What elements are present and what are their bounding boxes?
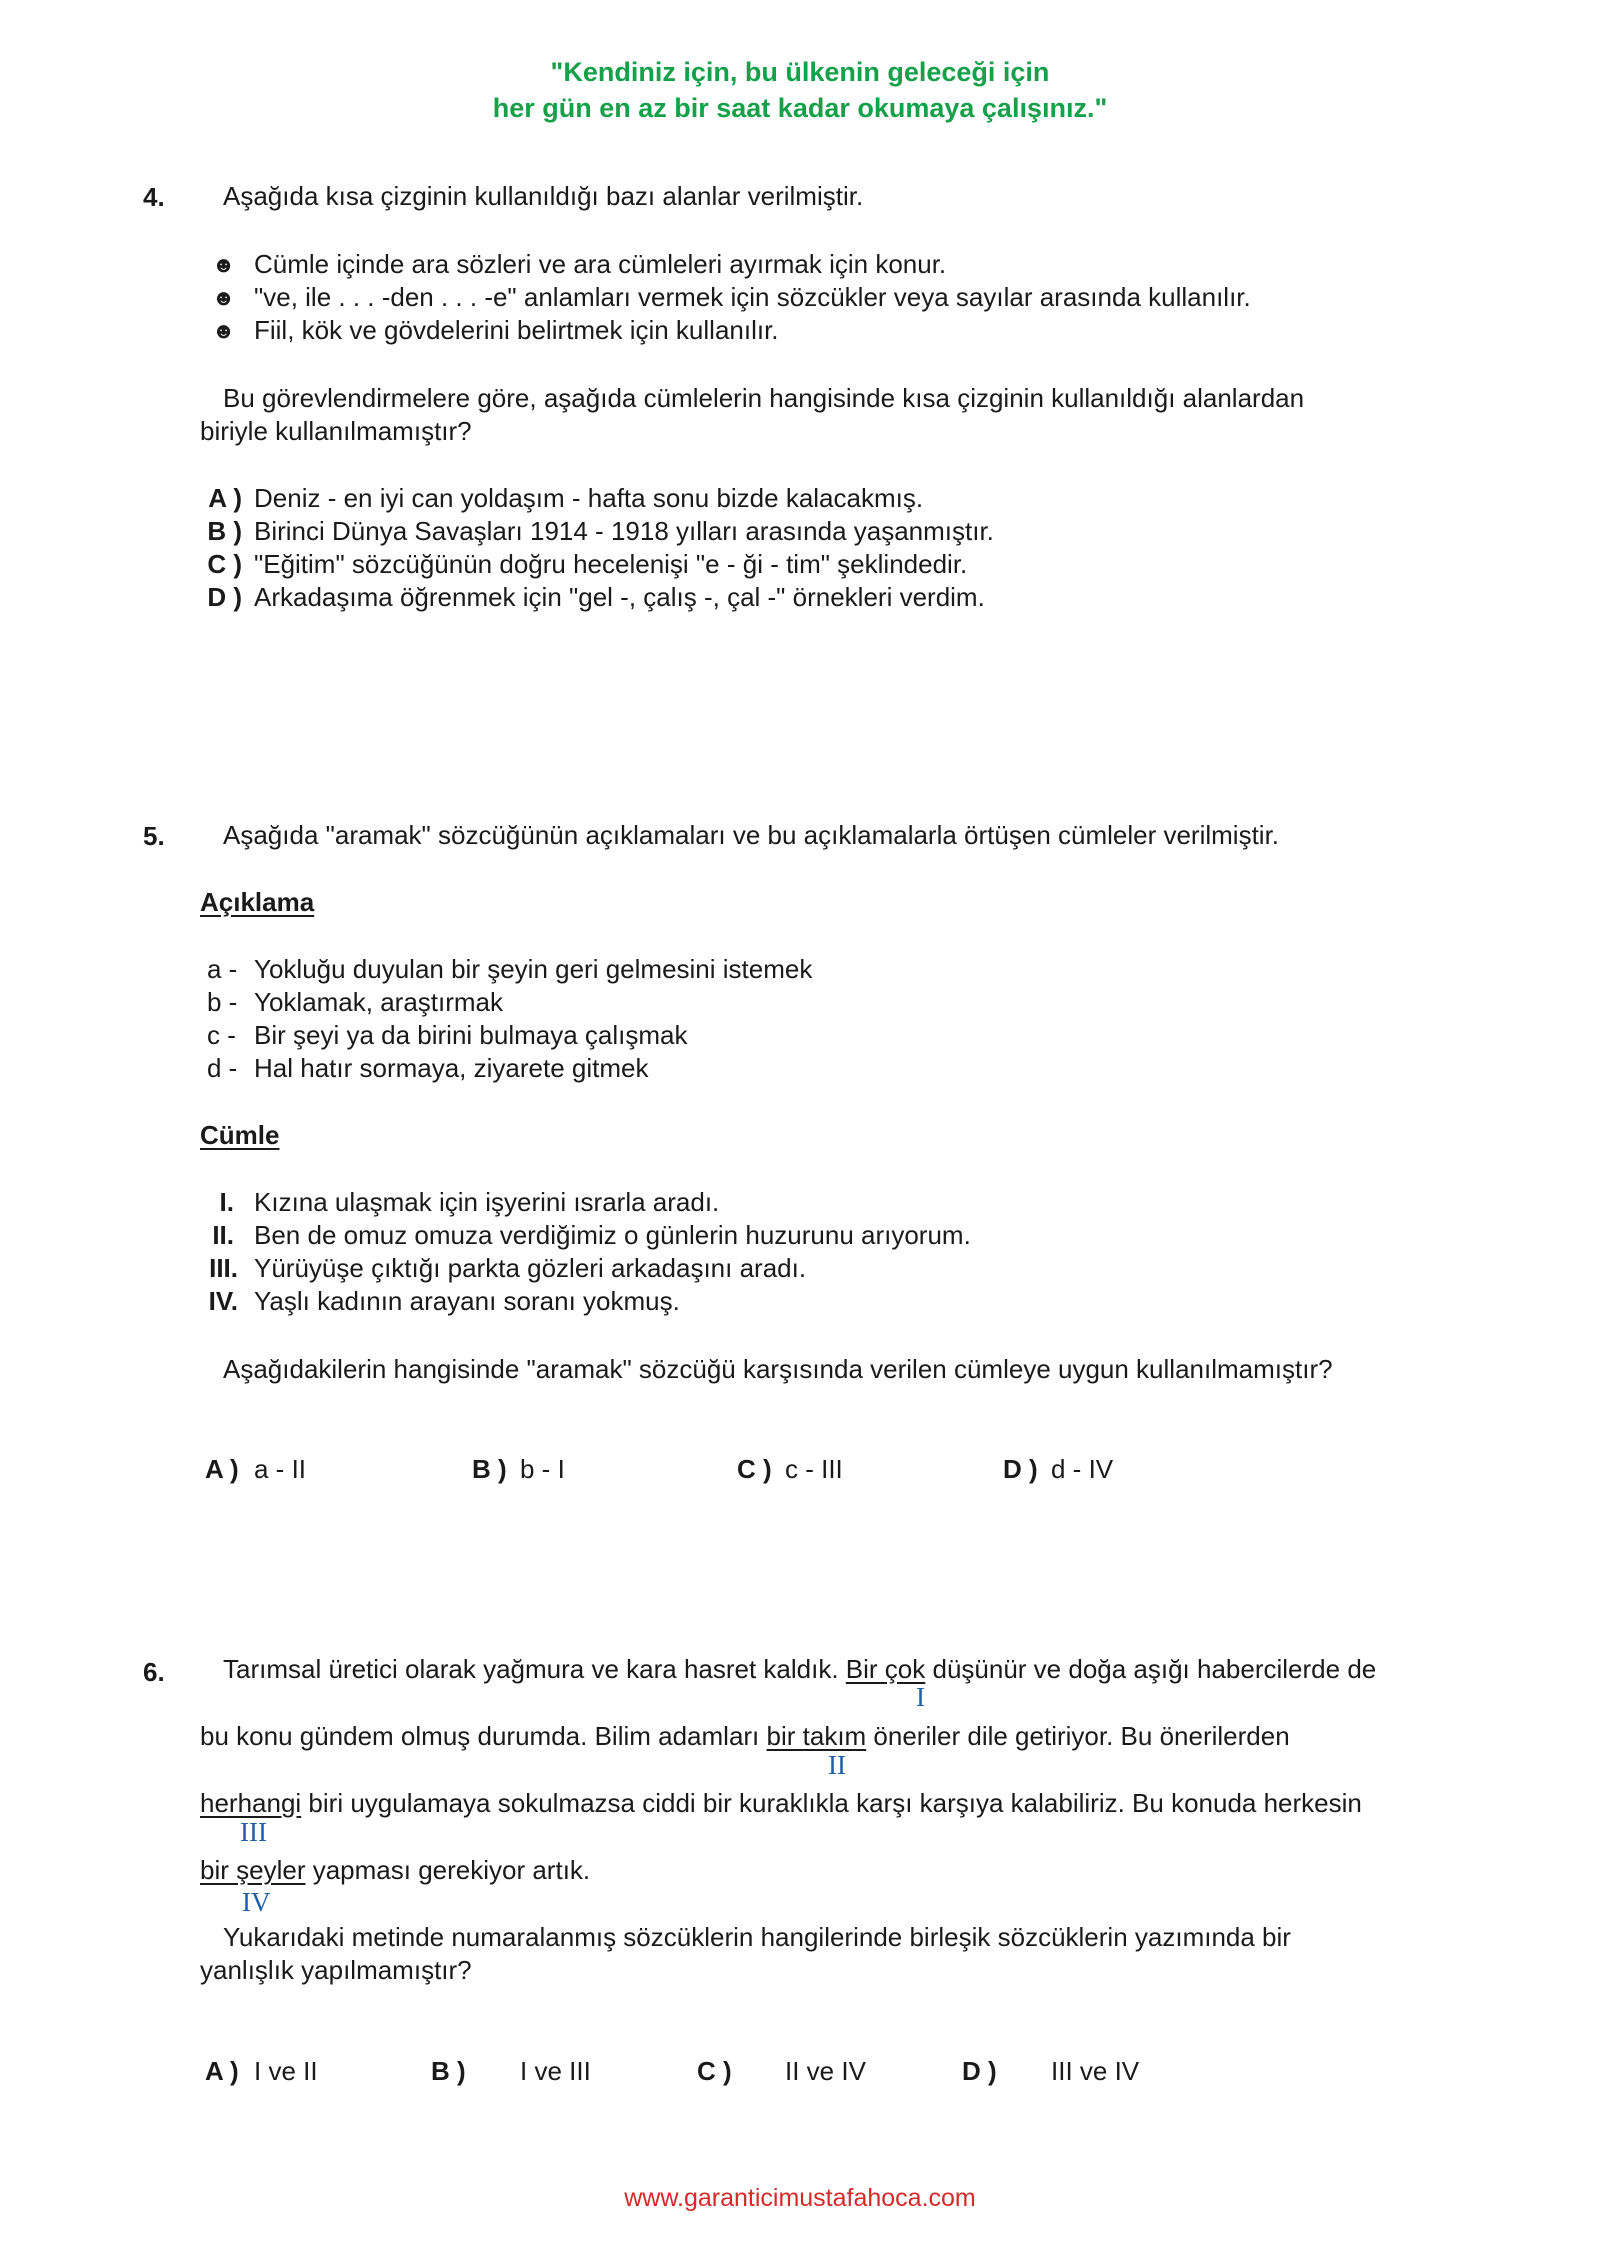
option-a-text[interactable]: Deniz - en iyi can yoldaşım - hafta sonu bizde kalacakmış. — [254, 483, 924, 513]
passage-text: düşünür ve doğa aşığı habercilerde de — [925, 1654, 1377, 1684]
option-a-label[interactable]: A ) — [205, 2056, 239, 2086]
header-quote-line-1: "Kendiniz için, bu ülkenin geleceği için — [550, 57, 1050, 87]
option-a-label[interactable]: A ) — [205, 1454, 239, 1484]
definition-c-label: c - — [207, 1020, 236, 1050]
passage-text: bu konu gündem olmuş durumda. Bilim adamları — [200, 1721, 767, 1751]
question-4-bullet-1: Cümle içinde ara sözleri ve ara cümleleri ayırmak için konur. — [254, 249, 947, 279]
option-a-text[interactable]: I ve II — [254, 2056, 318, 2086]
roman-mark-ii: II — [828, 1750, 846, 1780]
passage-text: biri uygulamaya sokulmazsa ciddi bir kuraklıkla karşı karşıya kalabiliriz. Bu konuda herkesin — [301, 1788, 1362, 1818]
bullet-icon: ☻ — [212, 318, 236, 343]
bullet-icon: ☻ — [212, 252, 236, 277]
option-c-text[interactable]: II ve IV — [785, 2056, 866, 2086]
option-a-text[interactable]: a - II — [254, 1454, 307, 1484]
passage-line-3 — [200, 1788, 1362, 1819]
option-d-label[interactable]: D ) — [962, 2056, 997, 2086]
roman-mark-i: I — [916, 1682, 925, 1712]
option-a-label[interactable]: A ) — [208, 483, 242, 513]
passage-line-1 — [223, 1654, 1376, 1685]
passage-line-4 — [200, 1855, 590, 1886]
option-c-label[interactable]: C ) — [697, 2056, 732, 2086]
marked-word-iii: herhangi — [200, 1788, 302, 1818]
footer-website-link[interactable]: www.garanticimustafahoca.com — [624, 2184, 976, 2212]
definition-c-text: Bir şeyi ya da birini bulmaya çalışmak — [254, 1020, 688, 1050]
definition-b-text: Yoklamak, araştırmak — [254, 987, 504, 1017]
option-b-text[interactable]: Birinci Dünya Savaşları 1914 - 1918 yılları arasında yaşanmıştır. — [254, 516, 994, 546]
definition-d-text: Hal hatır sormaya, ziyarete gitmek — [254, 1053, 649, 1083]
option-b-text[interactable]: b - I — [520, 1454, 565, 1484]
marked-word-iv: bir şeyler — [200, 1855, 306, 1885]
sentence-iv-text: Yaşlı kadının arayanı soranı yokmuş. — [254, 1286, 680, 1316]
question-4-prompt-line-1: Bu görevlendirmelere göre, aşağıda cümlelerin hangisinde kısa çizginin kullanıldığı alanlardan — [223, 383, 1305, 413]
sentence-i-label: I. — [219, 1187, 234, 1217]
marked-word-i: Bir çok — [845, 1654, 926, 1684]
question-5-intro: Aşağıda "aramak" sözcüğünün açıklamaları ve bu açıklamalarla örtüşen cümleler verilmiştir. — [223, 820, 1280, 850]
question-4-number: 4. — [143, 182, 165, 212]
question-6-prompt-line-1: Yukarıdaki metinde numaralanmış sözcüklerin hangilerinde birleşik sözcüklerin yazımında bir — [223, 1922, 1291, 1952]
aciklama-heading: Açıklama — [200, 887, 315, 917]
sentence-ii-text: Ben de omuz omuza verdiğimiz o günlerin huzurunu arıyorum. — [254, 1220, 971, 1250]
passage-text: yapması gerekiyor artık. — [305, 1855, 591, 1885]
question-5-number: 5. — [143, 821, 165, 851]
option-d-text[interactable]: Arkadaşıma öğrenmek için "gel -, çalış -, çal -" örnekleri verdim. — [254, 582, 985, 612]
option-c-label[interactable]: C ) — [207, 549, 242, 579]
marked-word-ii: bir takım — [766, 1721, 867, 1751]
question-4-bullet-3: Fiil, kök ve gövdelerini belirtmek için kullanılır. — [254, 315, 779, 345]
sentence-iv-label: IV. — [208, 1286, 238, 1316]
option-d-text[interactable]: III ve IV — [1051, 2056, 1140, 2086]
bullet-icon: ☻ — [212, 285, 236, 310]
sentence-iii-text: Yürüyüşe çıktığı parkta gözleri arkadaşını aradı. — [254, 1253, 807, 1283]
option-c-text[interactable]: "Eğitim" sözcüğünün doğru hecelenişi "e - ği - tim" şeklindedir. — [254, 549, 968, 579]
roman-mark-iv: IV — [242, 1887, 271, 1917]
passage-text: Tarımsal üretici olarak yağmura ve kara hasret kaldık. — [223, 1654, 846, 1684]
definition-a-label: a - — [207, 954, 238, 984]
passage-text: öneriler dile getiriyor. Bu önerilerden — [866, 1721, 1290, 1751]
option-c-label[interactable]: C ) — [737, 1454, 772, 1484]
header-quote-line-2: her gün en az bir saat kadar okumaya çalışınız." — [492, 93, 1108, 123]
sentence-ii-label: II. — [212, 1220, 234, 1250]
question-6-number: 6. — [143, 1657, 165, 1687]
option-d-text[interactable]: d - IV — [1051, 1454, 1114, 1484]
sentence-iii-label: III. — [209, 1253, 238, 1283]
definition-d-label: d - — [207, 1053, 238, 1083]
option-b-label[interactable]: B ) — [207, 516, 242, 546]
roman-mark-iii: III — [240, 1817, 267, 1847]
question-4-bullet-2: "ve, ile . . . -den . . . -e" anlamları vermek için sözcükler veya sayılar arasında kullanılır. — [254, 282, 1251, 312]
question-5-prompt: Aşağıdakilerin hangisinde "aramak" sözcüğü karşısında verilen cümleye uygun kullanılmamıştır? — [223, 1354, 1333, 1384]
passage-line-2 — [200, 1721, 1290, 1752]
question-4-intro: Aşağıda kısa çizginin kullanıldığı bazı alanlar verilmiştir. — [223, 181, 864, 211]
option-b-label[interactable]: B ) — [472, 1454, 507, 1484]
definition-a-text: Yokluğu duyulan bir şeyin geri gelmesini istemek — [254, 954, 813, 984]
definition-b-label: b - — [207, 987, 238, 1017]
option-d-label[interactable]: D ) — [207, 582, 242, 612]
option-b-text[interactable]: I ve III — [520, 2056, 591, 2086]
sentence-i-text: Kızına ulaşmak için işyerini ısrarla aradı. — [254, 1187, 720, 1217]
question-4-prompt-line-2: biriyle kullanılmamıştır? — [200, 416, 472, 446]
option-b-label[interactable]: B ) — [431, 2056, 466, 2086]
option-d-label[interactable]: D ) — [1003, 1454, 1038, 1484]
question-6-prompt-line-2: yanlışlık yapılmamıştır? — [200, 1955, 472, 1985]
option-c-text[interactable]: c - III — [785, 1454, 843, 1484]
cumle-heading: Cümle — [200, 1120, 280, 1150]
